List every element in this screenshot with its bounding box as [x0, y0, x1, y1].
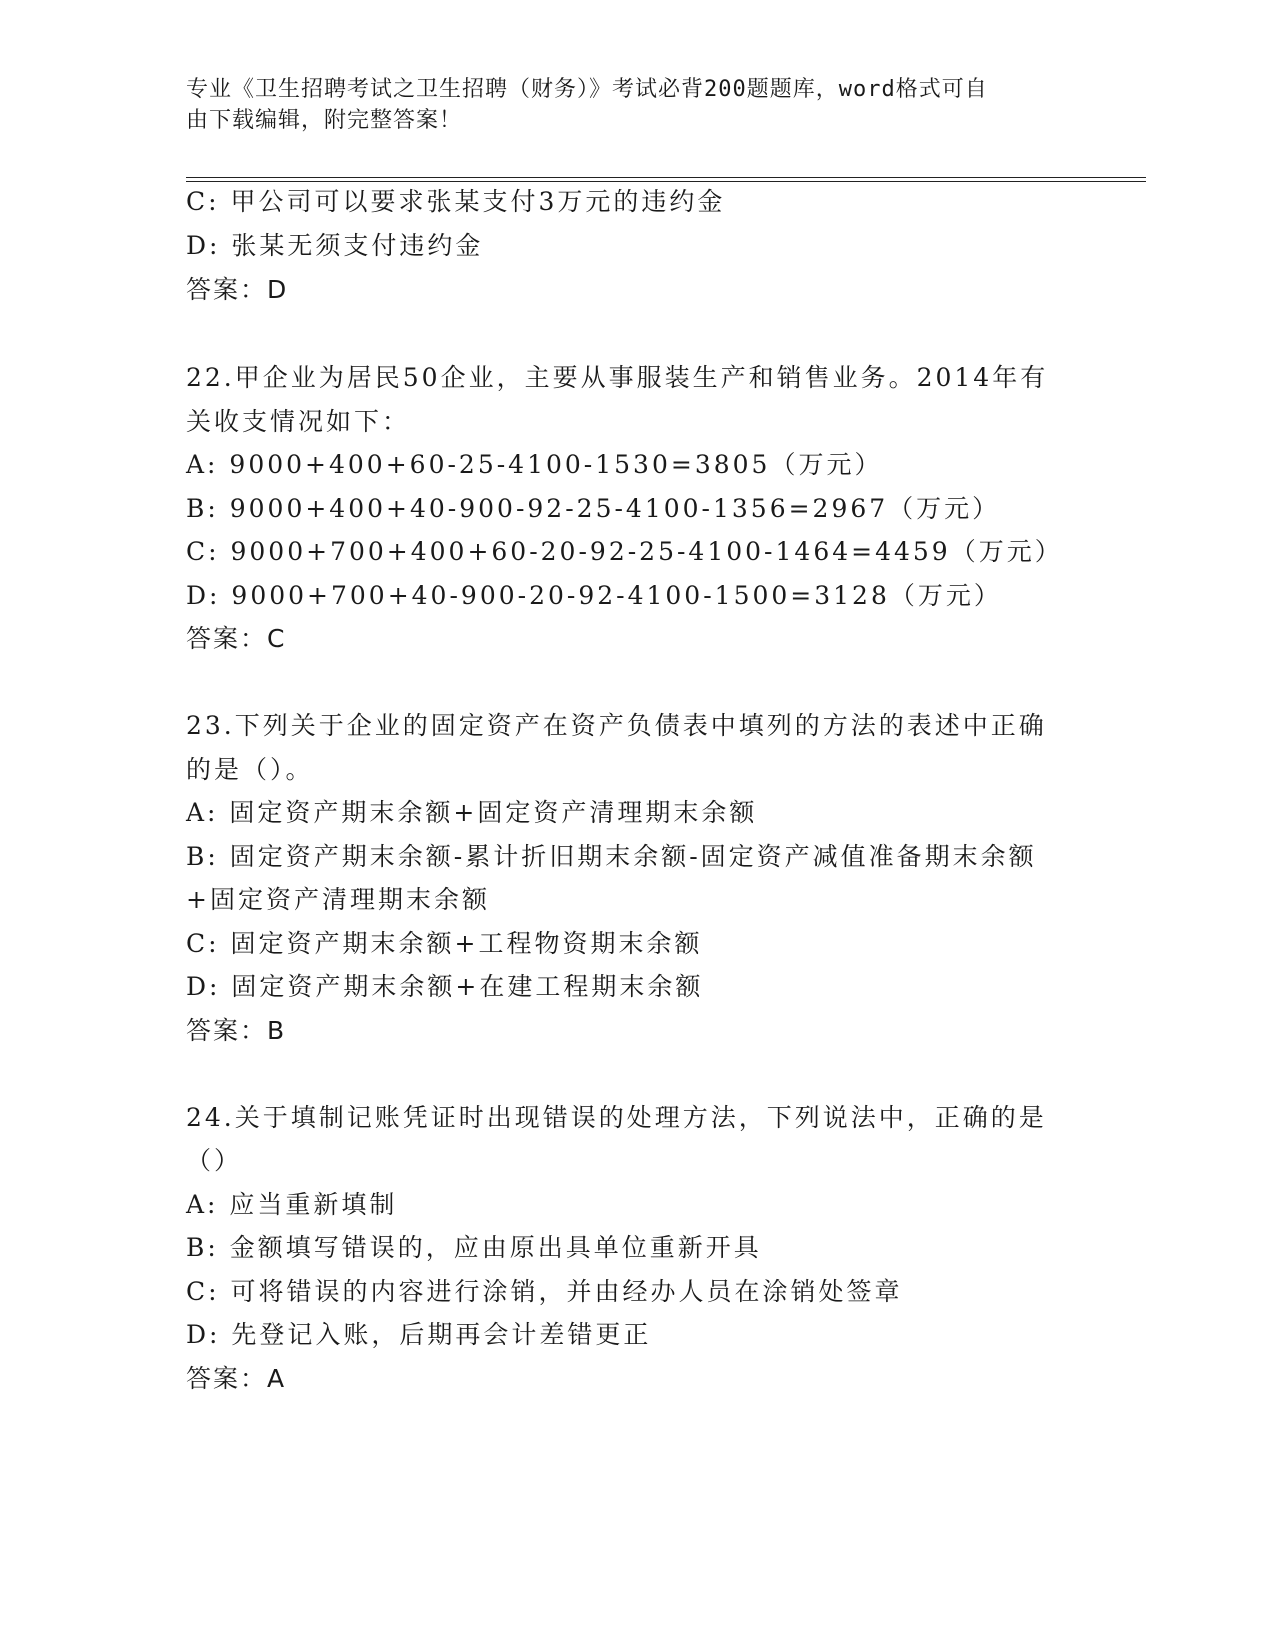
- q24-answer: 答案：A: [186, 1364, 287, 1393]
- header-line-2: 由下载编辑，附完整答案！: [186, 108, 463, 133]
- q23-option-b-line-1: B: 固定资产期末余额-累计折旧期末余额-固定资产减值准备期末余额: [186, 842, 1037, 871]
- q22-option-b: B: 9000+400+40-900-92-25-4100-1356=2967（万元）: [186, 494, 1001, 523]
- q24-option-d: D: 先登记入账，后期再会计差错更正: [186, 1320, 652, 1349]
- q23-answer: 答案：B: [186, 1016, 287, 1045]
- q21-option-c: C: 甲公司可以要求张某支付3万元的违约金: [186, 187, 726, 216]
- q21-answer: 答案：D: [186, 275, 289, 304]
- q23-option-d: D: 固定资产期末余额+在建工程期末余额: [186, 972, 704, 1001]
- q21-option-d: D: 张某无须支付违约金: [186, 231, 484, 260]
- q23-stem-line-2: 的是（）。: [186, 755, 314, 784]
- header-line-1: 专业《卫生招聘考试之卫生招聘（财务）》考试必背200题题库，word格式可自: [186, 77, 988, 102]
- q23-stem-line-1: 23.下列关于企业的固定资产在资产负债表中填列的方法的表述中正确: [186, 711, 1047, 740]
- q22-option-a: A: 9000+400+60-25-4100-1530=3805（万元）: [186, 450, 883, 479]
- header-divider: [186, 177, 1146, 182]
- q22-stem-line-2: 关收支情况如下：: [186, 407, 411, 436]
- q23-option-b-line-2: +固定资产清理期末余额: [186, 885, 490, 914]
- q22-answer: 答案：C: [186, 624, 287, 653]
- q22-option-d: D: 9000+700+40-900-20-92-4100-1500=3128（万元）: [186, 581, 1002, 610]
- q22-option-c: C: 9000+700+400+60-20-92-25-4100-1464=4459（万元）: [186, 537, 1063, 566]
- q24-option-a: A: 应当重新填制: [186, 1190, 398, 1219]
- q24-option-b: B: 金额填写错误的，应由原出具单位重新开具: [186, 1233, 762, 1262]
- page-header: [186, 74, 1066, 136]
- q23-option-a: A: 固定资产期末余额+固定资产清理期末余额: [186, 798, 758, 827]
- q24-stem-line-2: （）: [186, 1146, 243, 1175]
- q24-option-c: C: 可将错误的内容进行涂销，并由经办人员在涂销处签章: [186, 1277, 903, 1306]
- q22-stem-line-1: 22.甲企业为居民50企业，主要从事服装生产和销售业务。2014年有: [186, 363, 1049, 392]
- q23-option-c: C: 固定资产期末余额+工程物资期末余额: [186, 929, 703, 958]
- q24-stem-line-1: 24.关于填制记账凭证时出现错误的处理方法，下列说法中，正确的是: [186, 1103, 1047, 1132]
